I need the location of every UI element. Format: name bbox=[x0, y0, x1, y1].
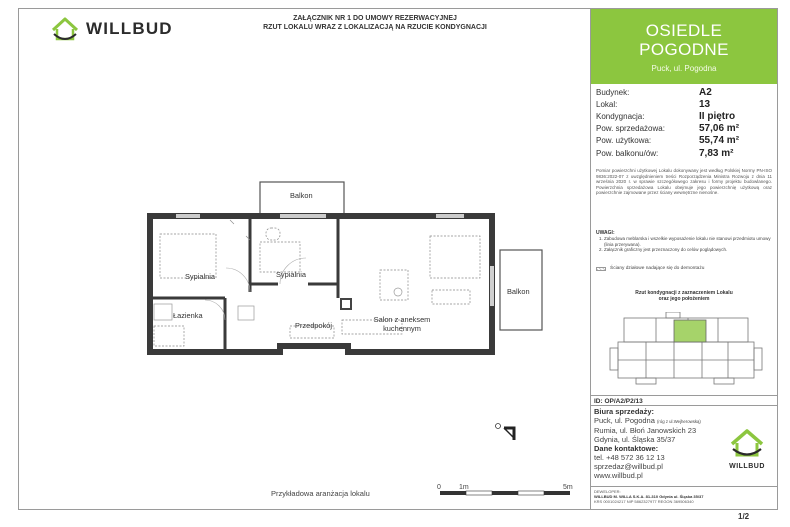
info-value: 7,83 m² bbox=[699, 147, 734, 159]
contact-heading: Dane kontaktowe: bbox=[594, 444, 659, 453]
north-arrow-icon bbox=[492, 418, 522, 448]
info-row-balcony-area bbox=[596, 147, 772, 159]
unit-info-table bbox=[596, 86, 772, 159]
room-label-balcony-right: Balkon bbox=[507, 287, 530, 296]
scale-label-1m: 1m bbox=[459, 484, 469, 491]
info-label: Pow. sprzedażowa: bbox=[596, 124, 665, 134]
estate-name bbox=[591, 9, 777, 59]
info-row-building bbox=[596, 86, 772, 98]
floor-plan bbox=[130, 180, 550, 360]
remarks-heading: UWAGI: bbox=[596, 230, 615, 236]
scale-label-5m: 5m bbox=[563, 484, 573, 491]
remark-item: 1. Zabudowa meblarska i wszelkie wyposażenie lokalu nie stanowi przedmiotu umowy (linia przerywana). bbox=[604, 236, 772, 247]
room-label-bedroom-2: Sypialnia bbox=[276, 270, 306, 279]
room-label-bedroom-1: Sypialnia bbox=[185, 272, 215, 281]
unit-highlight bbox=[674, 320, 706, 342]
estate-name-line-1: OSIEDLE bbox=[645, 21, 723, 40]
office-rumia: Rumia, ul. Błoń Janowskich 23 bbox=[594, 426, 697, 435]
info-value: 55,74 m² bbox=[699, 135, 740, 147]
website-link[interactable]: www.willbud.pl bbox=[594, 471, 643, 480]
floor-keyplan bbox=[596, 312, 772, 392]
living-label-line-1: Salon z aneksem bbox=[373, 315, 431, 324]
phone-number[interactable]: tel. +48 572 36 12 13 bbox=[594, 453, 665, 462]
info-label: Kondygnacja: bbox=[596, 111, 645, 121]
estate-location: Puck, ul. Pogodna bbox=[651, 64, 717, 73]
office-gdynia: Gdynia, ul. Śląska 35/37 bbox=[594, 435, 676, 444]
office-heading: Biura sprzedaży: bbox=[594, 407, 655, 416]
remarks bbox=[596, 230, 772, 253]
room-label-balcony-top: Balkon bbox=[290, 191, 313, 200]
info-row-floor bbox=[596, 110, 772, 122]
house-badge-icon bbox=[727, 428, 767, 458]
keyplan-title-line-1: Rzut kondygnacji z zaznaczeniem Lokalu bbox=[635, 290, 733, 296]
developer-info bbox=[594, 489, 703, 504]
living-label-line-2: kuchennym bbox=[383, 324, 421, 333]
email-address[interactable]: sprzedaz@willbud.pl bbox=[594, 462, 663, 471]
badge-wordmark: WILLBUD bbox=[729, 463, 765, 470]
room-label-hallway: Przedpokój bbox=[295, 321, 332, 330]
keyplan-title-line-2: oraz jego położeniem bbox=[658, 296, 710, 302]
logo-wordmark: WILLBUD bbox=[86, 19, 173, 38]
info-label: Budynek: bbox=[596, 87, 630, 97]
estate-name-line-2: POGODNE bbox=[639, 40, 729, 59]
developer-line-1: WILLBUD M. WILLA S.K.A. 81-310 Gdynia ul. Śląska 35/37 bbox=[594, 494, 704, 499]
section-divider bbox=[591, 405, 778, 406]
office-puck: Puck, ul. Pogodna bbox=[594, 416, 655, 425]
keyplan-title bbox=[596, 290, 772, 302]
info-label: Lokal: bbox=[596, 99, 618, 109]
willbud-badge bbox=[724, 428, 770, 470]
interior-walls bbox=[150, 216, 338, 352]
remarks-list bbox=[596, 236, 772, 252]
unit-id: ID: OP/A2/P2/13 bbox=[594, 398, 643, 405]
info-label: Pow. użytkowa: bbox=[596, 136, 652, 146]
measurement-note: Pomiar powierzchni użytkowej Lokalu dokonywany jest według Polskiej Normy PN-ISO 9836:2022-07 z uwzględnieniem treści Rozporządzenia Ministra Rozwoju z dnia 11 września 2020 r. w sprawie szczegółowego zakresu i formy projektu budowlanego. Powierzchnia sprzedażowa Lokalu obejmuje jego powierzchnię użytkową oraz powierzchnie zajmowane przez ściany wewnętrzne nienośne. bbox=[596, 168, 772, 196]
title-line-2: RZUT LOKALU WRAZ Z LOKALIZACJĄ NA RZUCIE KONDYGNACJI bbox=[263, 24, 487, 31]
info-value: II piętro bbox=[699, 110, 736, 122]
page-number: 1/2 bbox=[738, 512, 750, 521]
developer-heading: DEWELOPER: bbox=[594, 489, 621, 494]
info-value: 13 bbox=[699, 98, 711, 110]
info-row-usable-area bbox=[596, 135, 772, 147]
scale-label-zero: 0 bbox=[437, 484, 441, 491]
developer-line-2: KRS 0001024217 NIP 5862327977 REGON 369506340 bbox=[594, 499, 694, 504]
plan-caption: Przykładowa aranżacja lokalu bbox=[271, 489, 370, 498]
info-label: Pow. balkonu/ów: bbox=[596, 148, 659, 158]
document-title bbox=[0, 14, 590, 32]
wall-legend bbox=[596, 266, 704, 271]
room-label-living bbox=[368, 315, 436, 333]
remark-item: 2. Załącznik graficzny jest przeznaczony do celów poglądowych. bbox=[604, 247, 772, 252]
info-row-unit bbox=[596, 98, 772, 110]
section-divider bbox=[591, 395, 778, 396]
room-label-bathroom: Łazienka bbox=[173, 311, 203, 320]
info-row-sales-area bbox=[596, 123, 772, 135]
office-puck-note: (róg z ul.Wejherowską) bbox=[656, 419, 701, 424]
info-value: 57,06 m² bbox=[699, 123, 740, 135]
legend-text: Ściany działowe nadające się do demontażu bbox=[610, 266, 705, 271]
section-divider bbox=[591, 486, 778, 487]
title-line-1: ZAŁĄCZNIK NR 1 DO UMOWY REZERWACYJNEJ bbox=[293, 15, 457, 22]
hatch-swatch-icon bbox=[596, 267, 606, 271]
estate-panel bbox=[591, 9, 777, 84]
info-value: A2 bbox=[699, 86, 712, 98]
